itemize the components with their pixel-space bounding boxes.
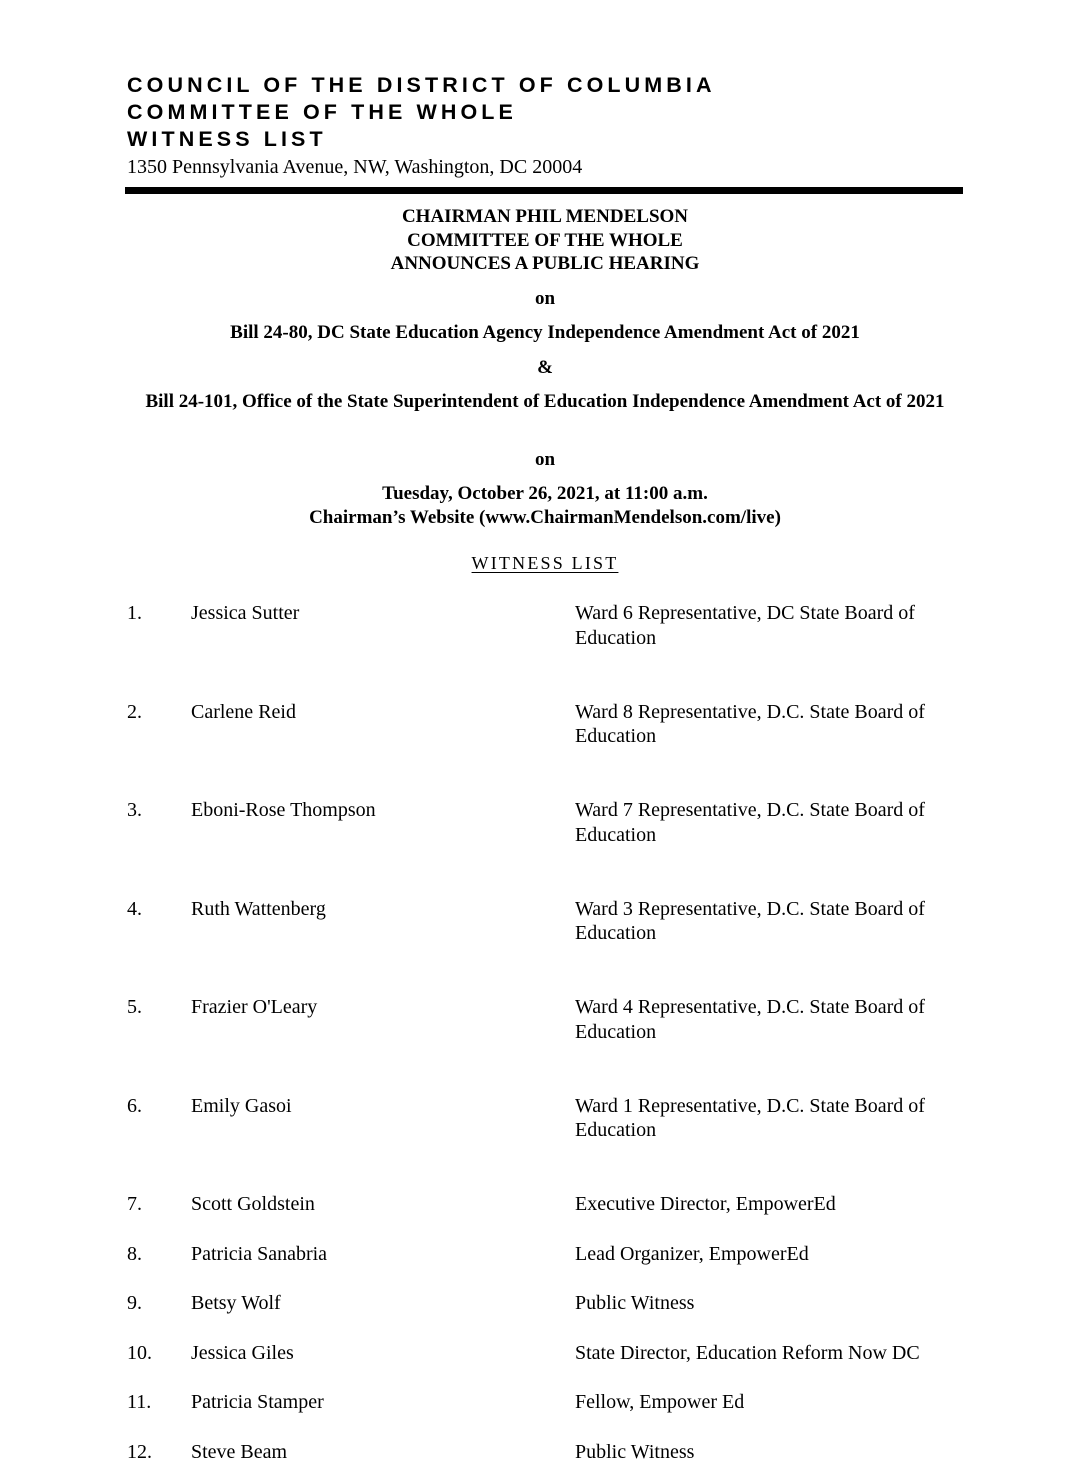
announcement-hearing: ANNOUNCES A PUBLIC HEARING [127, 252, 963, 276]
council-address: 1350 Pennsylvania Avenue, NW, Washington, DC 20004 [127, 154, 963, 180]
witness-row [127, 995, 967, 1044]
witness-number: 2. [127, 700, 142, 725]
document-type: WITNESS LIST [127, 126, 963, 153]
header-divider [125, 187, 963, 194]
witness-number: 7. [127, 1192, 142, 1217]
document-header [127, 72, 963, 180]
witness-number: 4. [127, 897, 142, 922]
bill-2-title: Bill 24-101, Office of the State Superintendent of Education Independence Amendment Act of 2021 [127, 390, 963, 414]
witness-affiliation: Ward 7 Representative, D.C. State Board of Education [575, 798, 967, 847]
witness-row [127, 1242, 967, 1267]
witness-name: Jessica Sutter [191, 601, 299, 626]
witness-name: Betsy Wolf [191, 1291, 281, 1316]
witness-row [127, 601, 967, 650]
witness-affiliation: Executive Director, EmpowerEd [575, 1192, 967, 1217]
witness-affiliation: Fellow, Empower Ed [575, 1390, 967, 1415]
hearing-announcement [127, 205, 963, 276]
committee-name: COMMITTEE OF THE WHOLE [127, 99, 963, 126]
witness-affiliation: Public Witness [575, 1440, 967, 1464]
witness-number: 9. [127, 1291, 142, 1316]
witness-list-title: WITNESS LIST [472, 553, 619, 573]
witness-row [127, 700, 967, 749]
witness-name: Steve Beam [191, 1440, 287, 1464]
witness-row [127, 798, 967, 847]
witness-name: Scott Goldstein [191, 1192, 315, 1217]
witness-affiliation: Public Witness [575, 1291, 967, 1316]
hearing-location: Chairman’s Website (www.ChairmanMendelson.com/live) [127, 506, 963, 530]
hearing-details [127, 482, 963, 529]
announcement-chairman: CHAIRMAN PHIL MENDELSON [127, 205, 963, 229]
witness-row [127, 1291, 967, 1316]
witness-number: 12. [127, 1440, 152, 1464]
witness-number: 3. [127, 798, 142, 823]
ampersand: & [127, 356, 963, 380]
witness-row [127, 1094, 967, 1143]
witness-number: 10. [127, 1341, 152, 1366]
witness-name: Patricia Stamper [191, 1390, 324, 1415]
witness-row [127, 1390, 967, 1415]
witness-row [127, 897, 967, 946]
announcement-committee: COMMITTEE OF THE WHOLE [127, 229, 963, 253]
witness-number: 6. [127, 1094, 142, 1119]
on-label: on [127, 448, 963, 472]
witness-name: Patricia Sanabria [191, 1242, 327, 1267]
witness-name: Frazier O'Leary [191, 995, 317, 1020]
hearing-date-time: Tuesday, October 26, 2021, at 11:00 a.m. [127, 482, 963, 506]
bill-1-title: Bill 24-80, DC State Education Agency Independence Amendment Act of 2021 [127, 321, 963, 345]
witness-affiliation: Lead Organizer, EmpowerEd [575, 1242, 967, 1267]
witness-number: 11. [127, 1390, 151, 1415]
witness-list [127, 601, 967, 1464]
witness-name: Jessica Giles [191, 1341, 294, 1366]
witness-row [127, 1341, 967, 1366]
council-name: COUNCIL OF THE DISTRICT OF COLUMBIA [127, 72, 963, 99]
witness-name: Carlene Reid [191, 700, 296, 725]
witness-name: Emily Gasoi [191, 1094, 292, 1119]
witness-name: Eboni-Rose Thompson [191, 798, 376, 823]
witness-number: 8. [127, 1242, 142, 1267]
witness-affiliation: Ward 8 Representative, D.C. State Board of Education [575, 700, 967, 749]
witness-row [127, 1192, 967, 1217]
witness-number: 5. [127, 995, 142, 1020]
witness-affiliation: Ward 1 Representative, D.C. State Board of Education [575, 1094, 967, 1143]
witness-row [127, 1440, 967, 1464]
on-label: on [127, 287, 963, 311]
witness-affiliation: Ward 4 Representative, D.C. State Board of Education [575, 995, 967, 1044]
witness-affiliation: State Director, Education Reform Now DC [575, 1341, 967, 1366]
witness-affiliation: Ward 6 Representative, DC State Board of Education [575, 601, 967, 650]
witness-list-heading [127, 551, 963, 575]
witness-name: Ruth Wattenberg [191, 897, 326, 922]
witness-number: 1. [127, 601, 142, 626]
witness-affiliation: Ward 3 Representative, D.C. State Board of Education [575, 897, 967, 946]
